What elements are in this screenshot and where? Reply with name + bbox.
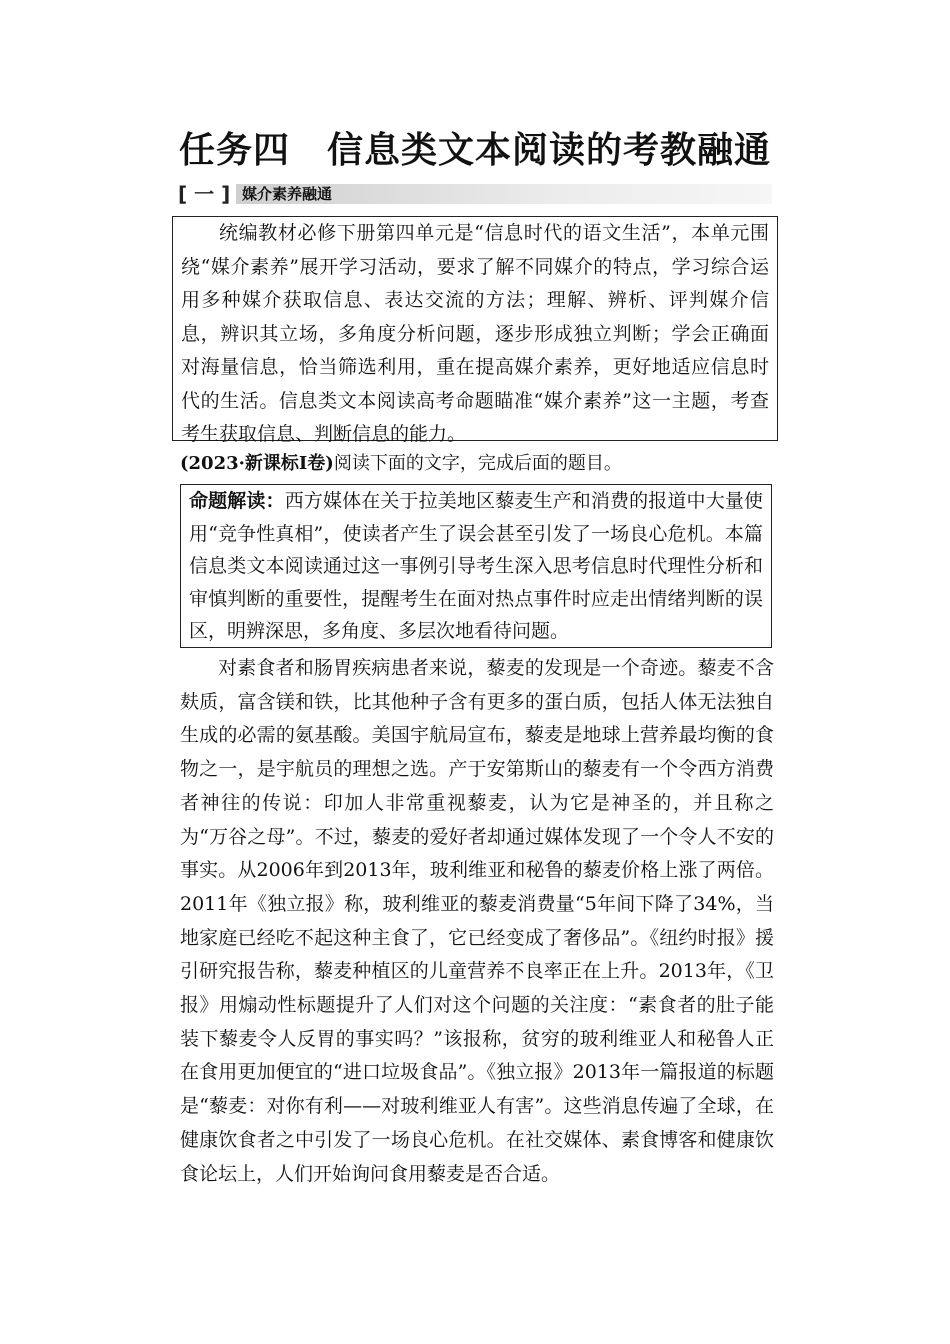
- exam-source: (2023·新课标Ⅰ卷): [180, 453, 334, 474]
- analysis-label: 命题解读：: [189, 490, 285, 512]
- source-line: [180, 450, 622, 478]
- reading-instruction: 阅读下面的文字，完成后面的题目。: [333, 453, 622, 474]
- analysis-paragraph: [189, 485, 763, 648]
- intro-paragraph: 统编教材必修下册第四单元是“信息时代的语文生活”，本单元围绕“媒介素养”展开学习活动，要求了解不同媒介的特点，学习综合运用多种媒介获取信息、表达交流的方法；理解、辨析、评判媒介信息，辨识其立场，多角度分析问题，逐步形成独立判断；学会正确面对海量信息，恰当筛选利用，重在提高媒介素养，更好地适应信息时代的生活。信息类文本阅读高考命题瞄准“媒介素养”这一主题，考查考生获取信息、判断信息的能力。: [181, 222, 769, 445]
- article-paragraph: 对素食者和肠胃疾病患者来说，藜麦的发现是一个奇迹。藜麦不含麸质，富含镁和铁，比其他种子含有更多的蛋白质，包括人体无法独自生成的必需的氨基酸。美国宇航局宣布，藜麦是地球上营养最均衡的食物之一，是宇航员的理想之选。产于安第斯山的藜麦有一个令西方消费者神往的传说：印加人非常重视藜麦，认为它是神圣的，并且称之为“万谷之母”。不过，藜麦的爱好者却通过媒体发现了一个令人不安的事实。从2006年到2013年，玻利维亚和秘鲁的藜麦价格上涨了两倍。2011年《独立报》称，玻利维亚的藜麦消费量“5年间下降了34%，当地家庭已经吃不起这种主食了，它已经变成了奢侈品”。《纽约时报》援引研究报告称，藜麦种植区的儿童营养不良率正在上升。2013年，《卫报》用煽动性标题提升了人们对这个问题的关注度：“素食者的肚子能装下藜麦令人反胃的事实吗？”该报称，贫穷的玻利维亚人和秘鲁人正在食用更加便宜的“进口垃圾食品”。《独立报》2013年一篇报道的标题是“藜麦：对你有利——对玻利维亚人有害”。这些消息传遍了全球，在健康饮食者之中引发了一场良心危机。在社交媒体、素食博客和健康饮食论坛上，人们开始询问食用藜麦是否合适。: [180, 657, 774, 1185]
- section-number: [ 一 ]: [178, 182, 231, 206]
- section-label: 媒介素养融通: [242, 185, 333, 203]
- article-body: [180, 652, 774, 1191]
- analysis-text: 西方媒体在关于拉美地区藜麦生产和消费的报道中大量使用“竞争性真相”，使读者产生了误会甚至引发了一场良心危机。本篇信息类文本阅读通过这一事例引导考生深入思考信息时代理性分析和审慎判断的重要性，提醒考生在面对热点事件时应走出情绪判断的误区，明辨深思，多角度、多层次地看待问题。: [189, 490, 763, 642]
- intro-box: [172, 216, 778, 445]
- analysis-box: [180, 484, 772, 648]
- section-header: [178, 181, 772, 207]
- page-title: 任务四 信息类文本阅读的考教融通: [178, 129, 771, 171]
